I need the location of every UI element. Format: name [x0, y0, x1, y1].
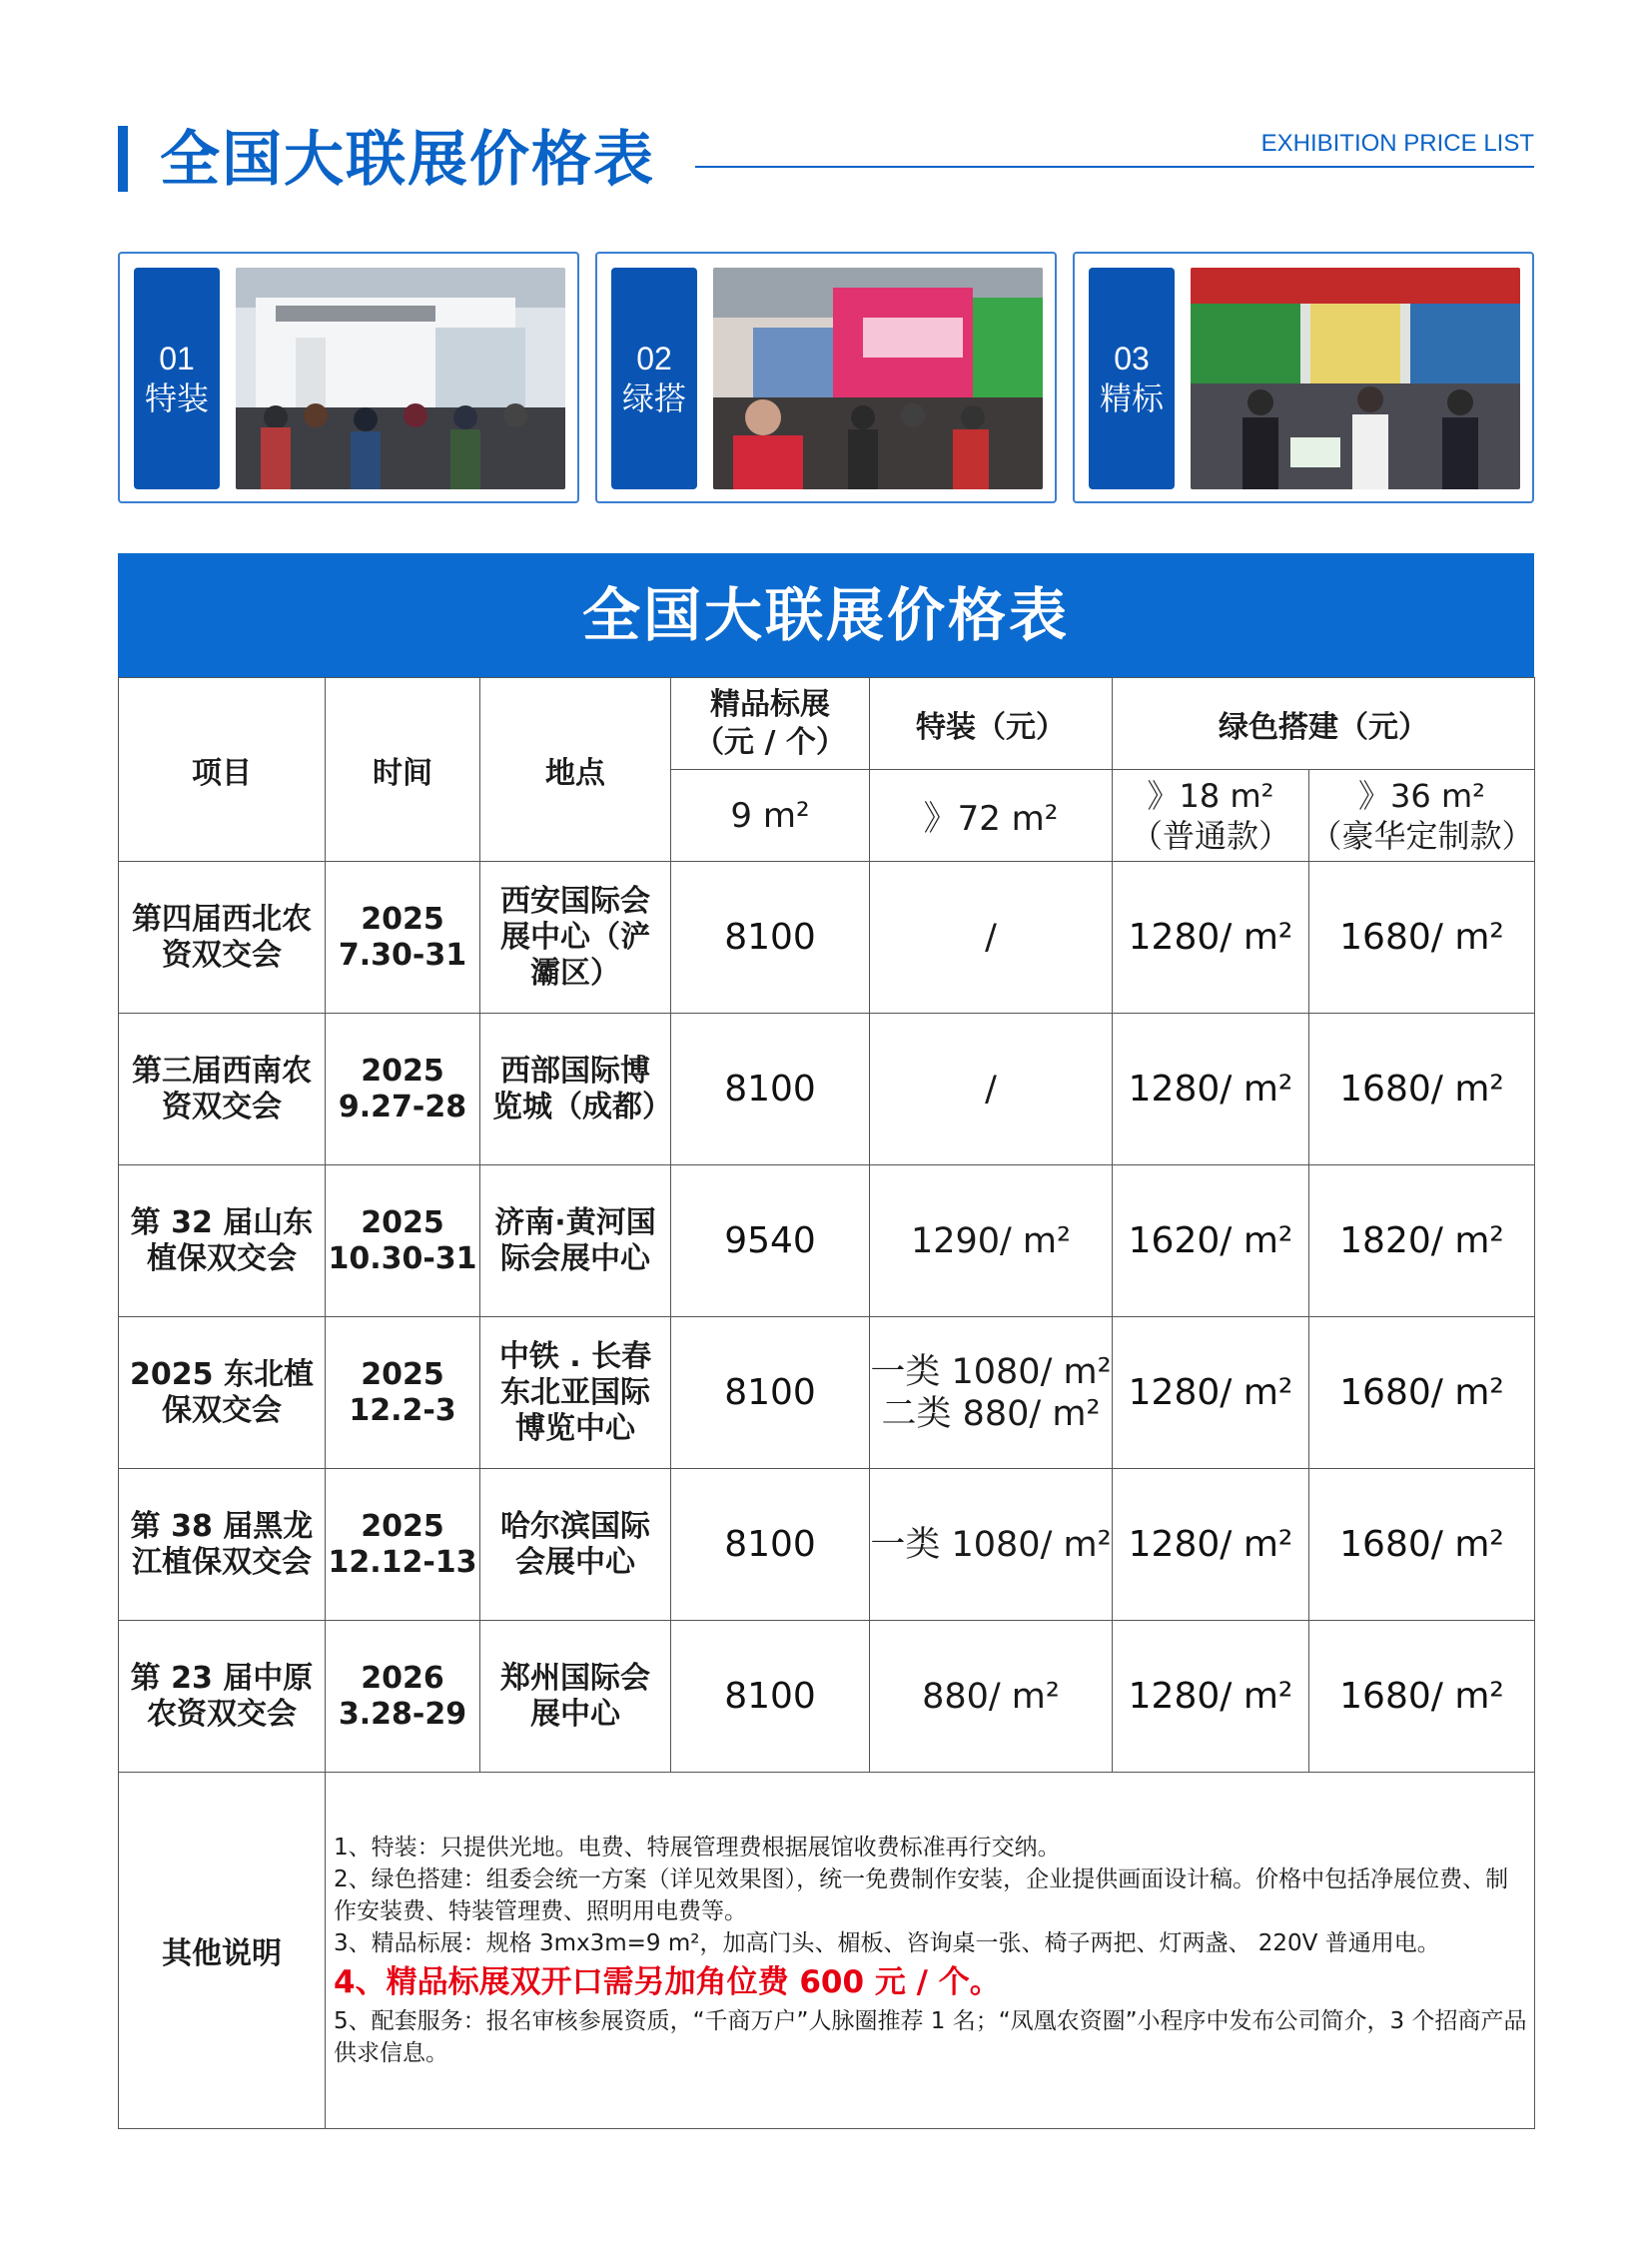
cell-item: 第 23 届中原农资双交会 — [119, 1621, 326, 1773]
card-tag — [134, 268, 220, 489]
cell-date: 12.12-13 — [328, 1544, 477, 1580]
card-tag — [611, 268, 697, 489]
note-item-highlight: 4、精品标展双开口需另加角位费 600 元 / 个。 — [334, 1964, 1001, 2000]
header-green-small — [1113, 770, 1309, 862]
green-small-size: 》18 m² — [1147, 776, 1274, 815]
cell-special-price — [870, 1317, 1113, 1469]
cell-place: 西部国际博览城（成都） — [480, 1014, 671, 1165]
cell-place: 郑州国际会展中心 — [480, 1621, 671, 1773]
cell-time — [326, 1621, 480, 1773]
special-price-line: / — [985, 1069, 997, 1110]
special-price-line: 1290/ m² — [910, 1220, 1072, 1261]
header-green: 绿色搭建（元） — [1113, 678, 1535, 770]
cell-date: 7.30-31 — [338, 937, 467, 973]
note-item: 5、配套服务：报名审核参展资质，“千商万户”人脉圈推荐 1 名；“凤凰农资圈”小程序中发布公司简介，3 个招商产品供求信息。 — [334, 2008, 1527, 2066]
cell-time — [326, 1469, 480, 1621]
card-number: 01 — [159, 341, 195, 376]
cell-green-large-price: 1680/ m² — [1309, 862, 1535, 1014]
cell-date: 12.2-3 — [349, 1392, 456, 1428]
price-table-container — [118, 553, 1534, 2129]
cell-time — [326, 1317, 480, 1469]
cell-standard-price: 8100 — [671, 1469, 870, 1621]
cell-green-small-price: 1280/ m² — [1113, 1014, 1309, 1165]
cell-standard-price: 8100 — [671, 1014, 870, 1165]
cell-standard-price: 8100 — [671, 862, 870, 1014]
cell-special-price — [870, 1469, 1113, 1621]
page-title: 全国大联展价格表 — [160, 125, 655, 195]
cell-place: 中铁 . 长春东北亚国际博览中心 — [480, 1317, 671, 1469]
cell-item: 2025 东北植保双交会 — [119, 1317, 326, 1469]
cell-year: 2025 — [361, 1204, 444, 1240]
table-row — [119, 1469, 1535, 1621]
notes-label: 其他说明 — [119, 1773, 326, 2129]
cell-date: 9.27-28 — [338, 1089, 467, 1124]
page-subtitle-en: EXHIBITION PRICE LIST — [1260, 130, 1534, 157]
header-special: 特装（元） — [870, 678, 1113, 770]
table-row — [119, 1014, 1535, 1165]
exhibition-photo-green — [713, 268, 1043, 489]
card-number: 03 — [1114, 341, 1150, 376]
cell-date: 10.30-31 — [328, 1240, 477, 1276]
cell-special-price — [870, 1014, 1113, 1165]
cell-green-small-price: 1280/ m² — [1113, 1317, 1309, 1469]
header-special-size: 》72 m² — [870, 770, 1113, 862]
cell-green-small-price: 1620/ m² — [1113, 1165, 1309, 1317]
cell-standard-price: 8100 — [671, 1317, 870, 1469]
exhibition-photo-special — [236, 268, 565, 489]
page-header — [118, 118, 1534, 202]
cell-place: 西安国际会展中心（浐灞区） — [480, 862, 671, 1014]
table-row — [119, 862, 1535, 1014]
special-price-line: 880/ m² — [922, 1676, 1060, 1717]
table-row — [119, 1317, 1535, 1469]
note-item: 2、绿色搭建：组委会统一方案（详见效果图），统一免费制作安装，企业提供画面设计稿。价格中包括净展位费、制作安装费、特装管理费、照明用电费等。 — [334, 1867, 1509, 1924]
cell-year: 2025 — [361, 1053, 444, 1089]
cell-green-small-price: 1280/ m² — [1113, 1469, 1309, 1621]
green-small-note: （普通款） — [1130, 816, 1290, 855]
header-standard-size: 9 m² — [671, 770, 870, 862]
note-item: 3、精品标展：规格 3mx3m=9 m²，加高门头、楣板、咨询桌一张、椅子两把、灯两盏、 220V 普通用电。 — [334, 1930, 1440, 1956]
note-item: 1、特装：只提供光地。电费、特展管理费根据展馆收费标准再行交纳。 — [334, 1835, 1061, 1861]
booth-type-cards — [118, 252, 1536, 505]
special-price-line: 一类 1080/ m² — [870, 1351, 1112, 1392]
cell-green-large-price: 1820/ m² — [1309, 1165, 1535, 1317]
cell-item: 第 32 届山东植保双交会 — [119, 1165, 326, 1317]
header-time: 时间 — [326, 678, 480, 862]
card-green — [595, 252, 1057, 503]
cell-green-large-price: 1680/ m² — [1309, 1317, 1535, 1469]
cell-item: 第 38 届黑龙江植保双交会 — [119, 1469, 326, 1621]
special-price-line: 二类 880/ m² — [881, 1393, 1101, 1434]
card-label: 特装 — [144, 379, 209, 417]
table-banner: 全国大联展价格表 — [118, 553, 1534, 677]
exhibition-photo-standard — [1191, 268, 1520, 489]
notes-content — [326, 1773, 1535, 2129]
cell-item: 第三届西南农资双交会 — [119, 1014, 326, 1165]
card-special — [118, 252, 579, 503]
cell-year: 2025 — [361, 901, 444, 937]
header-place: 地点 — [480, 678, 671, 862]
table-row — [119, 1621, 1535, 1773]
cell-standard-price: 8100 — [671, 1621, 870, 1773]
cell-special-price — [870, 862, 1113, 1014]
cell-year: 2026 — [361, 1660, 444, 1696]
card-standard — [1073, 252, 1534, 503]
card-number: 02 — [636, 341, 672, 376]
cell-year: 2025 — [361, 1508, 444, 1544]
header-green-large — [1309, 770, 1535, 862]
price-table — [118, 677, 1535, 2129]
special-price-line: / — [985, 917, 997, 958]
cell-place: 哈尔滨国际会展中心 — [480, 1469, 671, 1621]
cell-special-price — [870, 1621, 1113, 1773]
header-item: 项目 — [119, 678, 326, 862]
card-tag — [1089, 268, 1175, 489]
cell-year: 2025 — [361, 1356, 444, 1392]
card-label: 绿搭 — [621, 379, 686, 417]
cell-place: 济南·黄河国际会展中心 — [480, 1165, 671, 1317]
table-row — [119, 1165, 1535, 1317]
cell-item: 第四届西北农资双交会 — [119, 862, 326, 1014]
header-rule — [695, 166, 1534, 168]
cell-green-small-price: 1280/ m² — [1113, 1621, 1309, 1773]
cell-green-large-price: 1680/ m² — [1309, 1014, 1535, 1165]
cell-date: 3.28-29 — [338, 1696, 467, 1732]
cell-green-large-price: 1680/ m² — [1309, 1621, 1535, 1773]
card-label: 精标 — [1099, 379, 1164, 417]
green-large-note: （豪华定制款） — [1309, 816, 1534, 855]
cell-green-large-price: 1680/ m² — [1309, 1469, 1535, 1621]
cell-green-small-price: 1280/ m² — [1113, 862, 1309, 1014]
special-price-line: 一类 1080/ m² — [870, 1524, 1112, 1565]
cell-special-price — [870, 1165, 1113, 1317]
header-standard: 精品标展（元 / 个） — [671, 678, 870, 770]
cell-standard-price: 9540 — [671, 1165, 870, 1317]
cell-time — [326, 1014, 480, 1165]
cell-time — [326, 862, 480, 1014]
title-accent-bar — [118, 126, 128, 192]
cell-time — [326, 1165, 480, 1317]
green-large-size: 》36 m² — [1358, 776, 1485, 815]
